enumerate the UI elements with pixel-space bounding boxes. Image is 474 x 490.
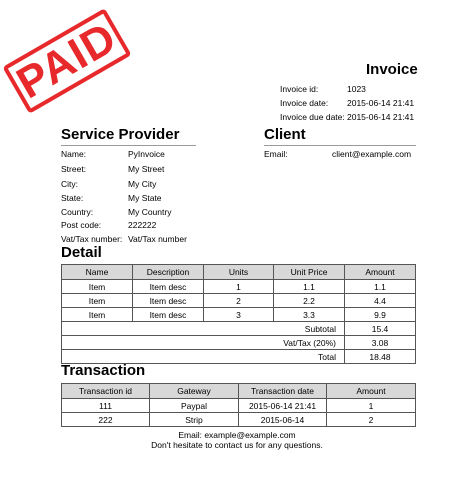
provider-name-label: Name: <box>61 149 87 159</box>
transaction-cell: 2015-06-14 21:41 <box>239 399 327 413</box>
transaction-header-id: Transaction id <box>62 384 150 399</box>
detail-cell: 2.2 <box>274 294 345 308</box>
detail-cell: Item desc <box>133 308 204 322</box>
total-value: 18.48 <box>345 350 416 364</box>
vat-value: 3.08 <box>345 336 416 350</box>
paid-stamp: PAID <box>2 8 131 114</box>
vat-row <box>62 336 416 350</box>
invoice-due-date-label: Invoice due date: <box>280 112 345 122</box>
table-row <box>62 399 416 413</box>
client-email-value: client@example.com <box>332 149 412 159</box>
provider-divider <box>61 145 196 146</box>
transaction-cell: 1 <box>327 399 416 413</box>
provider-country-label: Country: <box>61 207 94 217</box>
transaction-cell: 2 <box>327 413 416 427</box>
provider-country-value: My Country <box>128 207 172 217</box>
invoice-date-label: Invoice date: <box>280 98 329 108</box>
provider-vat-value: Vat/Tax number <box>128 234 187 244</box>
provider-state-value: My State <box>128 193 162 203</box>
provider-postcode-label: Post code: <box>61 220 102 230</box>
provider-state-label: State: <box>61 193 84 203</box>
detail-cell: 3 <box>204 308 274 322</box>
transaction-cell: Paypal <box>150 399 239 413</box>
table-row <box>62 413 416 427</box>
transaction-title: Transaction <box>61 362 146 379</box>
detail-header-name: Name <box>62 265 133 280</box>
detail-header-amount: Amount <box>345 265 416 280</box>
provider-name-value: PyInvoice <box>128 149 165 159</box>
footer-note: Don't hesitate to contact us for any questions. <box>151 440 323 450</box>
provider-city-label: City: <box>61 179 78 189</box>
transaction-cell: Strip <box>150 413 239 427</box>
transaction-header-row <box>62 384 416 399</box>
transaction-header-gateway: Gateway <box>150 384 239 399</box>
provider-vat-label: Vat/Tax number: <box>61 234 123 244</box>
provider-street-value: My Street <box>128 164 165 174</box>
detail-title: Detail <box>61 244 102 261</box>
transaction-cell: 222 <box>62 413 150 427</box>
footer <box>0 430 474 450</box>
detail-cell: 1.1 <box>274 280 345 294</box>
client-title: Client <box>264 126 306 143</box>
detail-header-units: Units <box>204 265 274 280</box>
vat-label: Vat/Tax (20%) <box>62 336 345 350</box>
total-label: Total <box>62 350 345 364</box>
transaction-header-amount: Amount <box>327 384 416 399</box>
client-email-label: Email: <box>264 149 288 159</box>
provider-postcode-value: 222222 <box>128 220 157 230</box>
detail-cell: 2 <box>204 294 274 308</box>
table-row <box>62 280 416 294</box>
detail-cell: Item desc <box>133 280 204 294</box>
client-divider <box>264 145 416 146</box>
footer-email: Email: example@example.com <box>178 430 296 440</box>
transaction-table <box>61 383 416 427</box>
detail-header-description: Description <box>133 265 204 280</box>
subtotal-label: Subtotal <box>62 322 345 336</box>
detail-cell: 1 <box>204 280 274 294</box>
detail-cell: Item <box>62 280 133 294</box>
transaction-cell: 2015-06-14 <box>239 413 327 427</box>
transaction-header-date: Transaction date <box>239 384 327 399</box>
subtotal-row <box>62 322 416 336</box>
detail-cell: 1.1 <box>345 280 416 294</box>
detail-cell: 4.4 <box>345 294 416 308</box>
provider-city-value: My City <box>128 179 157 189</box>
invoice-id-value: 1023 <box>347 84 366 94</box>
detail-cell: Item desc <box>133 294 204 308</box>
detail-header-unit-price: Unit Price <box>274 265 345 280</box>
transaction-cell: 111 <box>62 399 150 413</box>
detail-cell: 9.9 <box>345 308 416 322</box>
detail-table <box>61 264 416 364</box>
invoice-date-value: 2015-06-14 21:41 <box>347 98 415 108</box>
subtotal-value: 15.4 <box>345 322 416 336</box>
table-row <box>62 308 416 322</box>
invoice-title: Invoice <box>366 61 418 78</box>
detail-header-row <box>62 265 416 280</box>
provider-title: Service Provider <box>61 126 180 143</box>
detail-cell: Item <box>62 308 133 322</box>
provider-street-label: Street: <box>61 164 87 174</box>
invoice-due-date-value: 2015-06-14 21:41 <box>347 112 415 122</box>
table-row <box>62 294 416 308</box>
detail-cell: 3.3 <box>274 308 345 322</box>
invoice-id-label: Invoice id: <box>280 84 319 94</box>
detail-cell: Item <box>62 294 133 308</box>
